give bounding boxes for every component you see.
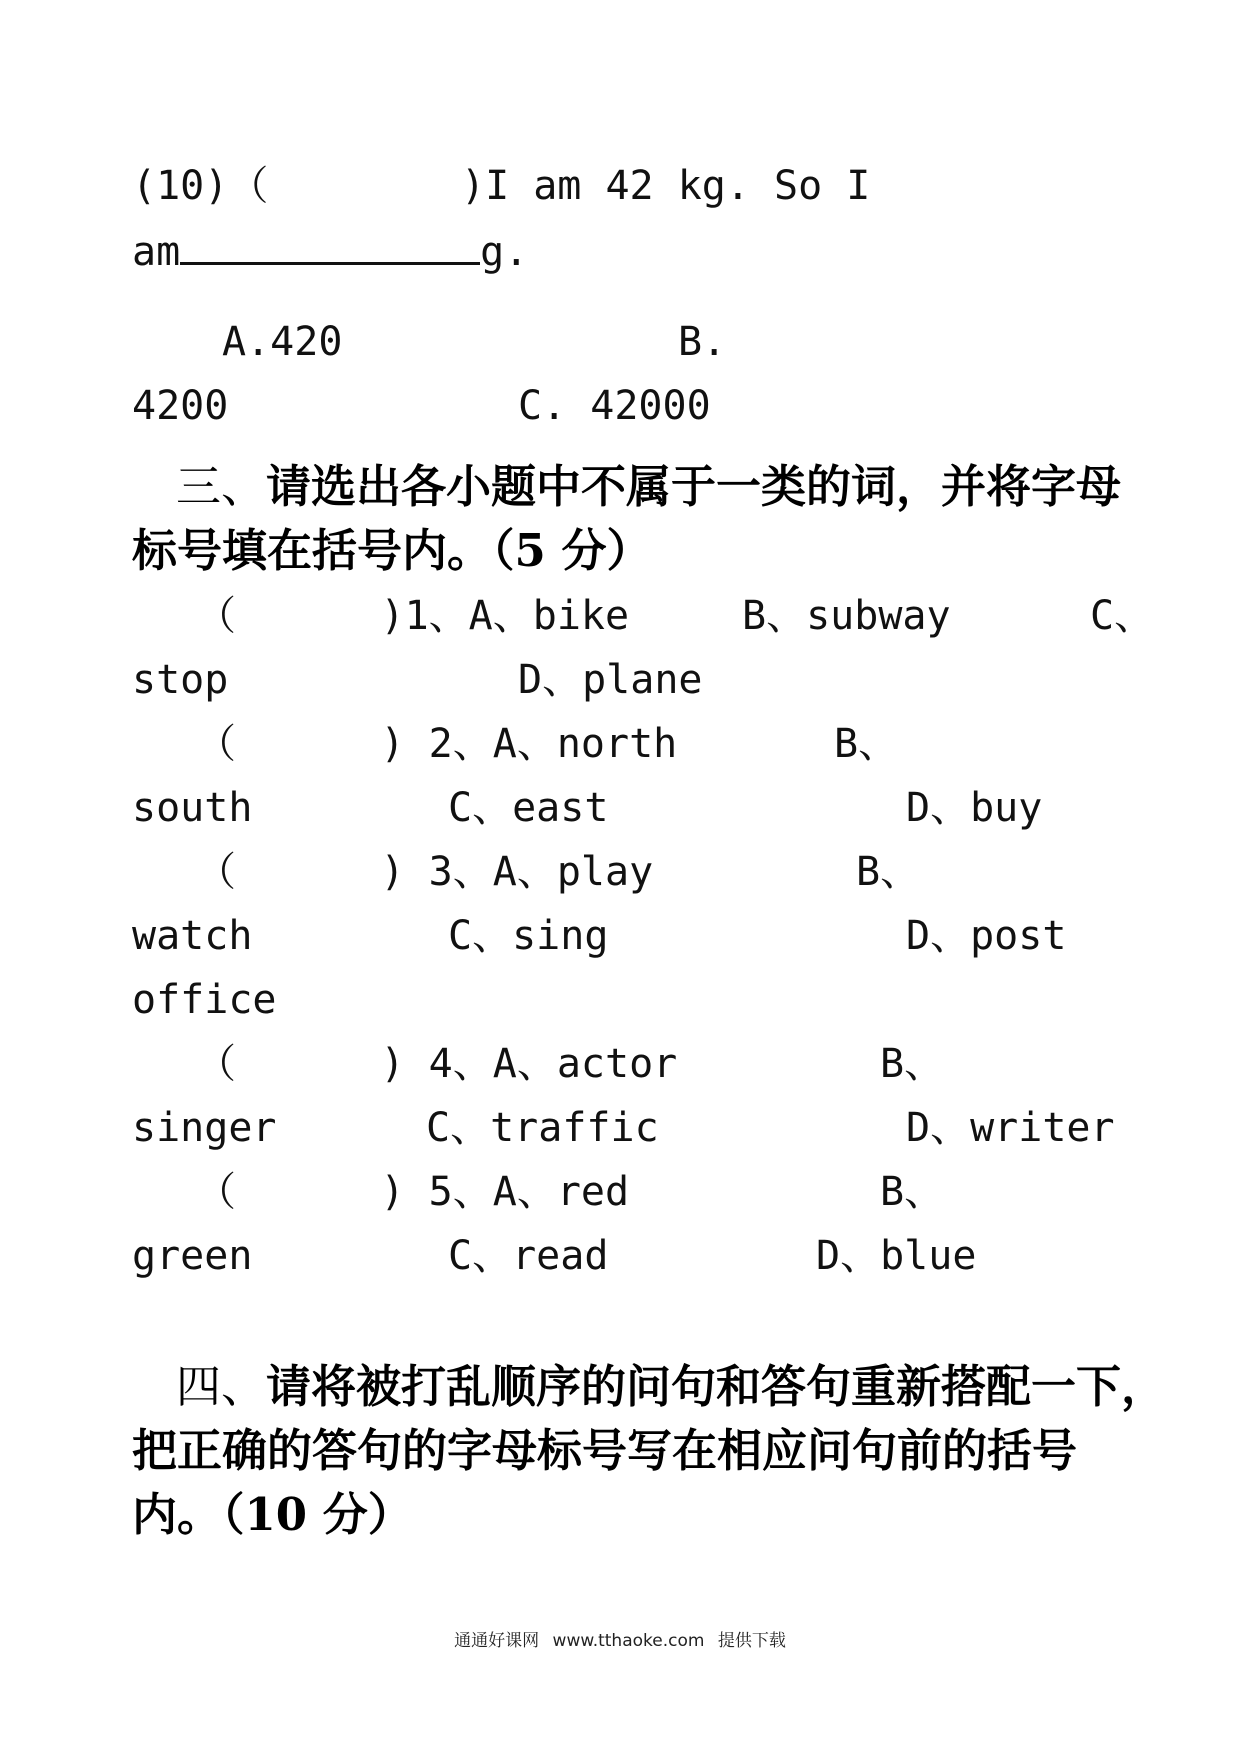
q10-answer-blank (180, 226, 480, 265)
section4-heading-line1 (176, 1358, 1166, 1416)
footer-suffix: 提供下载 (717, 1631, 786, 1651)
q10-option-b: B. (678, 319, 727, 365)
item3-option-b-label: B、 (856, 849, 921, 895)
item3-option-d: D、post (906, 913, 1067, 959)
section3-title-line2: 标号填在括号内。（5 分） (132, 524, 652, 577)
section3-heading-line1 (176, 458, 1121, 516)
item2-option-c: C、east (448, 785, 609, 831)
item2-line1-left: （ ) 2、A、north (196, 721, 678, 767)
item4-option-b-label: B、 (880, 1041, 945, 1087)
item1-option-b: B、subway (742, 593, 951, 639)
item5-option-d: D、blue (816, 1233, 977, 1279)
item2-option-b-label: B、 (834, 721, 899, 767)
footer-site-name: 通通好课网 (454, 1631, 540, 1651)
q10-line1: (10)（ )I am 42 kg. So I (132, 163, 871, 209)
q10-option-b-value: 4200 (132, 383, 229, 429)
q10-option-a: A.420 (222, 319, 343, 365)
item4-option-d: D、writer (906, 1105, 1115, 1151)
page-footer (0, 1626, 1240, 1651)
item2-option-d: D、buy (906, 785, 1043, 831)
item2-option-b-word: south (132, 785, 253, 831)
item3-line1-left: （ ) 3、A、play (196, 849, 654, 895)
q10-am-suffix: g. (480, 229, 529, 275)
item4-option-b-word: singer (132, 1105, 277, 1151)
item5-option-c: C、read (448, 1233, 609, 1279)
footer-url[interactable]: www.tthaoke.com (552, 1631, 705, 1651)
item3-option-c: C、sing (448, 913, 609, 959)
section4-title-line3: 内。（10 分） (132, 1488, 413, 1541)
section4-title-line2: 把正确的答句的字母标号写在相应问句前的括号 (132, 1424, 1078, 1477)
item5-line1-left: （ ) 5、A、red (196, 1169, 630, 1215)
item3-option-d-continued: office (132, 977, 277, 1023)
item1-option-d: D、plane (518, 657, 703, 703)
section3-title-line1: 请选出各小题中不属于一类的词，并将字母 (266, 460, 1122, 513)
section4-number: 四、 (176, 1360, 267, 1413)
item4-option-c: C、traffic (426, 1105, 659, 1151)
item5-option-b-label: B、 (880, 1169, 945, 1215)
item1-line1-left: （ )1、A、bike (196, 593, 630, 639)
section3-number: 三、 (176, 460, 267, 513)
q10-option-c: C. 42000 (518, 383, 711, 429)
q10-line2 (132, 226, 528, 276)
item1-option-c-word: stop (132, 657, 229, 703)
item1-option-c-label: C、 (1090, 593, 1155, 639)
item5-option-b-word: green (132, 1233, 253, 1279)
section4-title-line1: 请将被打乱顺序的问句和答句重新搭配一下， (266, 1360, 1167, 1413)
item3-option-b-word: watch (132, 913, 253, 959)
q10-am-prefix: am (132, 229, 181, 275)
item4-line1-left: （ ) 4、A、actor (196, 1041, 678, 1087)
